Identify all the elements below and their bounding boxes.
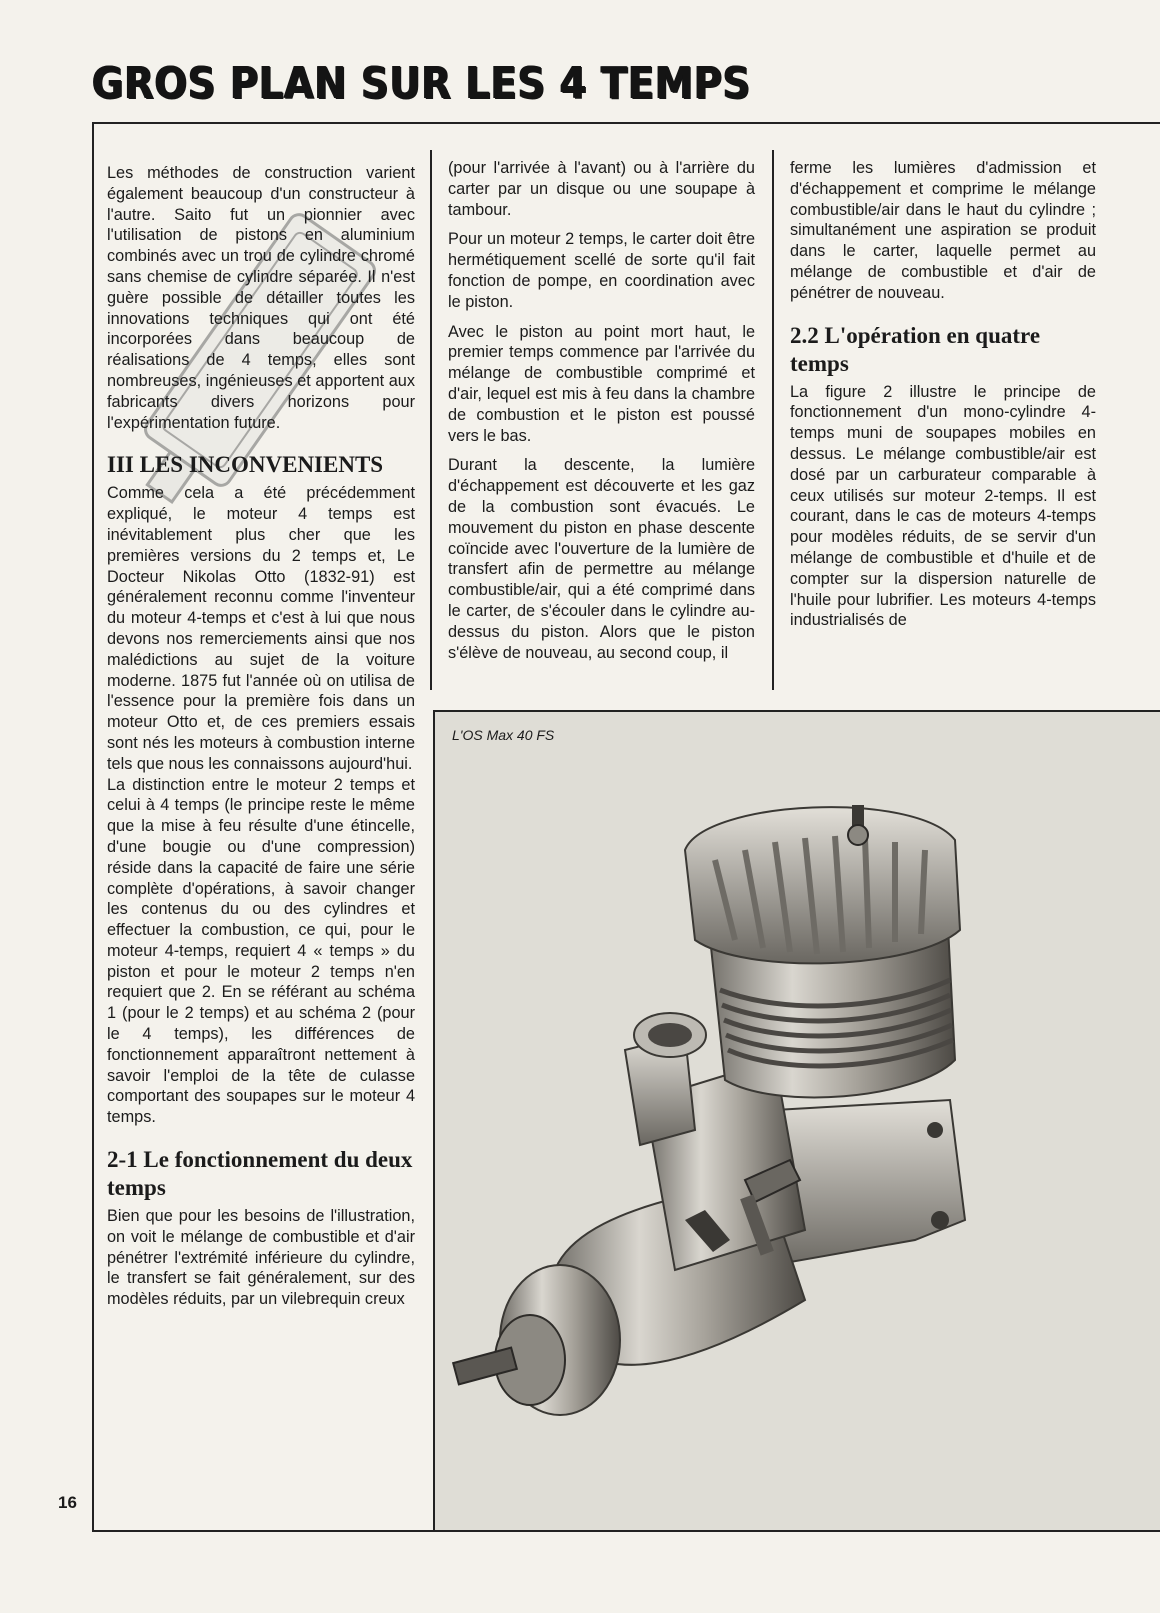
photo-left-rule [433, 710, 435, 1530]
frame-bottom-rule [92, 1530, 1160, 1532]
page-title: GROS PLAN SUR LES 4 TEMPS [92, 58, 751, 109]
column-3-paragraph: ferme les lumières d'admission et d'échappement et comprime le mélange combustible/air dans le haut du cylindre ; simultanément une aspiration se produit dans le carter, laquelle permet au mélange de combustible et d'air de pénétrer de nouveau. [790, 159, 1096, 302]
frame-left-rule [92, 122, 94, 1532]
photo-caption: L'OS Max 40 FS [452, 727, 555, 743]
column-2 [448, 158, 755, 672]
frame-top-rule [92, 122, 1160, 124]
column-1-paragraph: La distinction entre le moteur 2 temps et celui à 4 temps (le principe reste le même que la mise à feu résulte d'une étincelle, d'une bougie ou d'une compression) réside dans la capacité de faire une série complète d'opérations, à savoir changer les contenus du ou des cylindres et effectuer la combustion, ce qui, pour le moteur 4-temps, requiert 4 « temps » du piston et pour le moteur 2 temps n'en requiert que 2. En se référant au schéma 1 (pour le 2 temps) et au schéma 2 (pour le 4 temps), les différences de fonctionnement apparaîtront nettement à savoir l'emploi de la tête de culasse comportant des soupapes sur le moteur 4 temps. [107, 775, 415, 1127]
column-2-paragraph: Durant la descente, la lumière d'échappement est découverte et les gaz de la combustion sont évacués. Le mouvement du piston en phase descente coïncide avec l'ouverture de la lumière de transfert afin de permettre au mélange combustible/air, qui a été comprimé dans le carter, de s'écouler dans le cylindre au-dessus du piston. Alors que le piston s'élève de nouveau, au second coup, il [448, 456, 755, 662]
column-2-paragraph: (pour l'arrivée à l'avant) ou à l'arrière du carter par un disque ou une soupape à tambour. [448, 159, 755, 219]
photo-top-rule [433, 710, 1160, 712]
column-1-paragraph: Bien que pour les besoins de l'illustration, on voit le mélange de combustible et d'air pénétrer l'extrémité inférieure du cylindre, le transfert se fait généralement, sur des modèles réduits, par un vilebrequin creux [107, 1207, 415, 1309]
column-3 [790, 158, 1096, 640]
column-1-paragraph: Les méthodes de construction varient également beaucoup d'un constructeur à l'autre. Saito fut un pionnier avec l'utilisation de pistons en aluminium combinés avec un trou de cylindre chromé sans chemise de cylindre séparée. Il n'est guère possible de détailler toutes les innovations techniques qui ont été incorporées dans beaucoup de réalisations de 4 temps, elles sont nombreuses, ingénieuses et apportent aux fabricants divers horizons pour l'expérimentation future. [107, 164, 415, 432]
section-heading-inconvenients: III LES INCONVENIENTS [107, 452, 384, 478]
section-heading-quatre-temps: 2.2 L'opération en quatre temps [790, 322, 1041, 376]
column-rule-2 [772, 150, 774, 690]
column-rule-1 [430, 150, 432, 690]
column-2-paragraph: Avec le piston au point mort haut, le premier temps commence par l'arrivée du mélange de combustible comprimé et d'air, lequel est mis à feu dans la chambre de combustion et le piston est poussé vers le bas. [448, 322, 755, 445]
column-2-paragraph: Pour un moteur 2 temps, le carter doit être hermétiquement scellé de sorte qu'il fait fonction de pompe, en coordination avec le piston. [448, 230, 755, 311]
column-1-paragraph: Comme cela a été précédemment expliqué, le moteur 4 temps est inévitablement plus cher que les premières versions du 2 temps et, Le Docteur Nikolas Otto (1832-91) est généralement reconnu comme l'inventeur du moteur 4-temps et c'est à lui que nous devons nos remerciements ainsi que nos malédictions au sujet de la voiture moderne. 1875 fut l'année où on utilisa de l'essence pour la première fois dans un moteur Otto et, de ces premiers essais sont nés les moteurs à combustion interne tels que nous les connaissons aujourd'hui. [107, 484, 415, 773]
page-number: 16 [58, 1493, 77, 1512]
section-heading-deux-temps: 2-1 Le fonctionnement du deux temps [107, 1147, 413, 1201]
column-1 [107, 163, 415, 1319]
engine-photo [445, 800, 985, 1450]
column-3-paragraph: La figure 2 illustre le principe de fonctionnement d'un mono-cylindre 4-temps muni de soupapes mobiles en dessus. Le mélange combustible/air est dosé par un carburateur comparable à ceux utilisés sur moteur 2-temps. Il est courant, dans le cas de moteurs 4-temps pour modèles réduits, de se servir d'un mélange de combustible et d'huile et de compter sur la dispersion naturelle de l'huile pour lubrifier. Les moteurs 4-temps industrialisés de [790, 382, 1096, 630]
